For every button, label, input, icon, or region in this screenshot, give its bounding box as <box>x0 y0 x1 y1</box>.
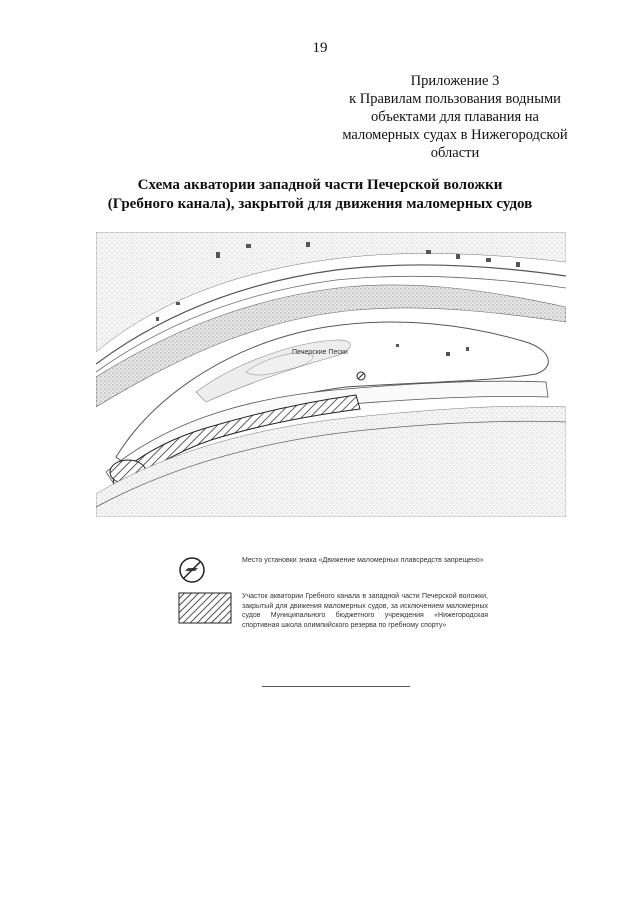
title-line: (Гребного канала), закрытой для движения маломерных судов <box>107 196 533 212</box>
sign-position-marker <box>357 372 365 380</box>
legend-text: Место установки знака «Движение маломерных плавсредств запрещено» <box>242 557 484 564</box>
appendix-line: к Правилам пользования водными <box>349 91 561 107</box>
appendix-line: области <box>430 145 480 161</box>
no-small-boats-sign-icon <box>178 556 206 584</box>
title-line: Схема акватории западной части Печерской воложки <box>137 177 503 193</box>
appendix-line: маломерных судах в Нижегородской <box>342 127 568 143</box>
appendix-header <box>320 72 590 162</box>
map-label-island: Печерские Пески <box>292 349 348 356</box>
appendix-line: Приложение 3 <box>410 73 500 89</box>
footer-divider <box>262 686 410 687</box>
appendix-line: объектами для плавания на <box>370 109 539 125</box>
waterway-map <box>96 232 566 517</box>
page-number: 19 <box>312 40 328 56</box>
document-title <box>60 176 580 214</box>
legend-text: Участок акватории Гребного канала в западной части Печерской воложки, закрытый для движения маломерных судов, за исключением маломерных судов Муниципального бюджетного учреждения «Нижегородская спортивная школа олимпийского резерва по гребному спорту» <box>242 593 488 629</box>
hatched-area-icon <box>178 592 232 624</box>
